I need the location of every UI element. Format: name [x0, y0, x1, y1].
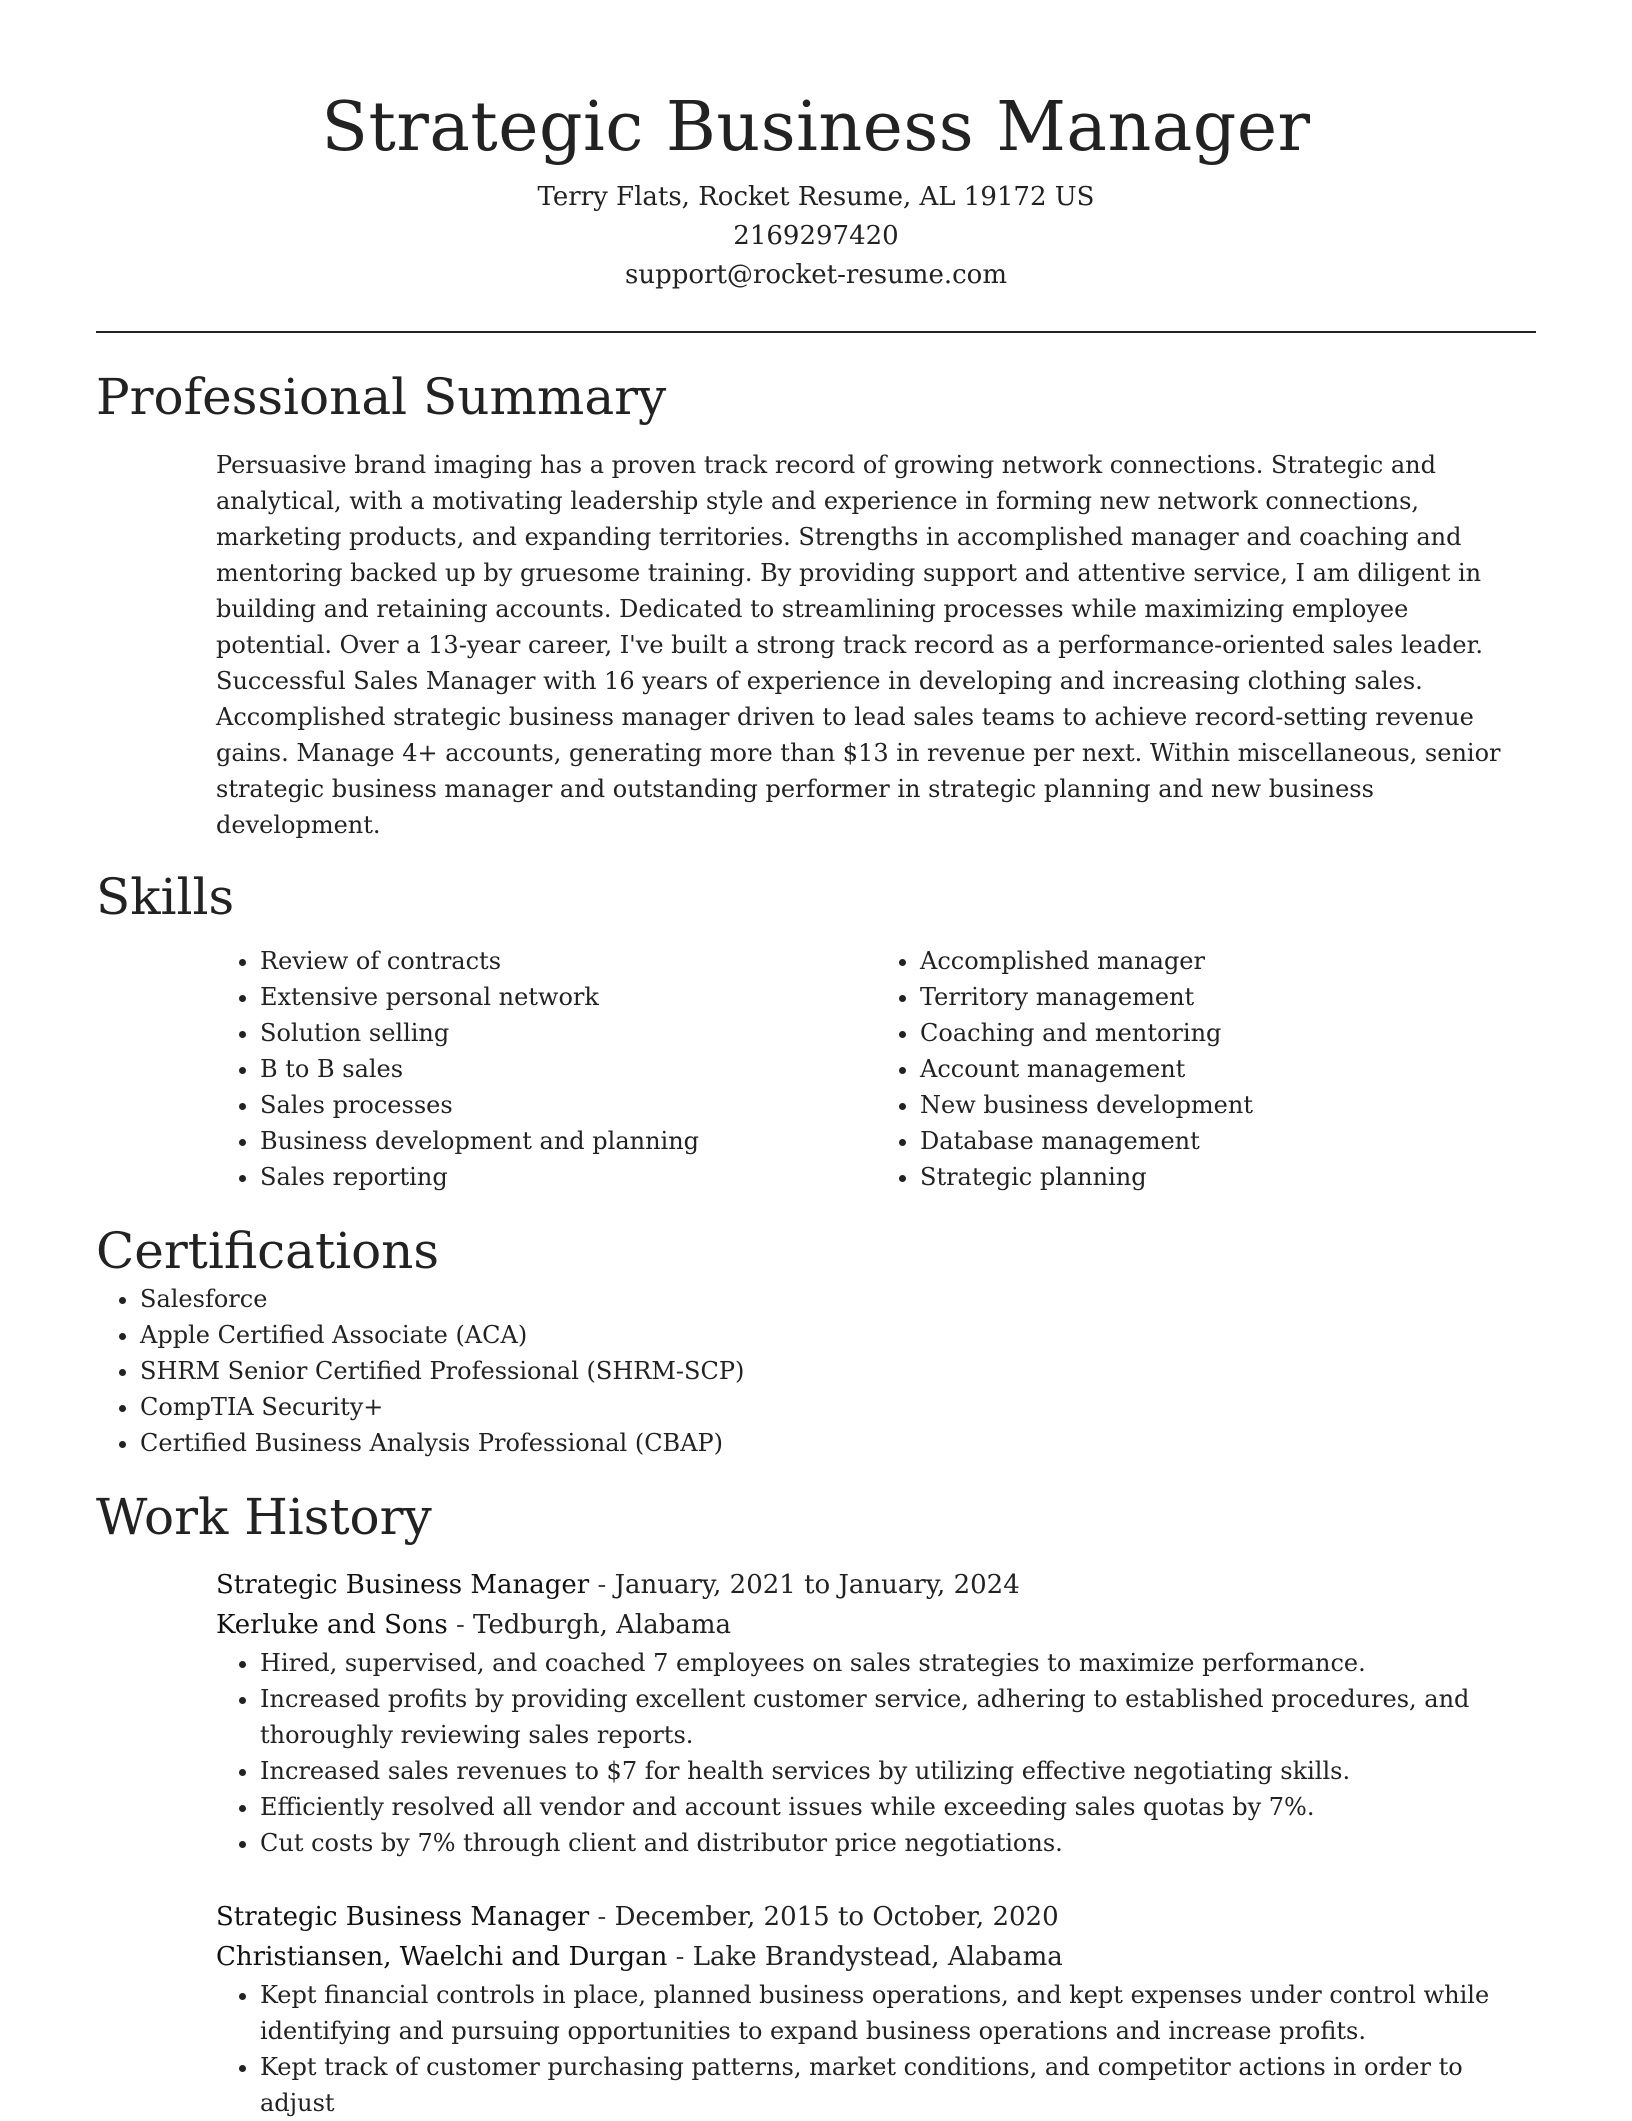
job-location: Tedburgh, Alabama — [473, 1610, 732, 1640]
resume-page — [96, 0, 1536, 2121]
skills-columns — [216, 943, 1536, 1195]
job-dates: January, 2021 to January, 2024 — [614, 1570, 1020, 1600]
phone-line: 2169297420 — [733, 221, 899, 251]
job-company-line — [216, 1937, 1536, 1977]
skill-item: • Accomplished manager — [920, 943, 1536, 979]
contact-block — [96, 178, 1536, 295]
skill-item: • Account management — [920, 1051, 1536, 1087]
skill-item: • Strategic planning — [920, 1159, 1536, 1195]
skill-item: • Solution selling — [260, 1015, 876, 1051]
skill-item: • Sales processes — [260, 1087, 876, 1123]
job-title-line — [216, 1897, 1536, 1937]
work-history-heading: Work History — [96, 1488, 432, 1546]
separator: - — [589, 1570, 615, 1600]
certification-item: • Certified Business Analysis Professional (CBAP) — [140, 1425, 1536, 1461]
job-entry — [216, 1565, 1536, 1861]
certifications-list — [96, 1281, 1536, 1461]
job-bullet: • Kept financial controls in place, planned business operations, and kept expenses under control while identifying and pursuing opportunities to expand business operations and increase profits. — [260, 1977, 1536, 2049]
job-bullets — [216, 1977, 1536, 2121]
certification-item: • Apple Certified Associate (ACA) — [140, 1317, 1536, 1353]
certification-item: • Salesforce — [140, 1281, 1536, 1317]
job-bullet: • Increased profits by providing excellent customer service, adhering to established procedures, and thoroughly reviewing sales reports. — [260, 1681, 1536, 1753]
job-title: Strategic Business Manager — [216, 1902, 590, 1932]
skill-item: • Coaching and mentoring — [920, 1015, 1536, 1051]
skills-list-left — [216, 943, 876, 1195]
skill-item: • Territory management — [920, 979, 1536, 1015]
job-company: Kerluke and Sons — [216, 1610, 448, 1640]
job-bullet: • Hired, supervised, and coached 7 employees on sales strategies to maximize performance. — [260, 1645, 1536, 1681]
skill-item: • New business development — [920, 1087, 1536, 1123]
certifications-heading: Certifications — [96, 1222, 440, 1280]
certification-item: • SHRM Senior Certified Professional (SHRM-SCP) — [140, 1353, 1536, 1389]
skills-list-right — [876, 943, 1536, 1195]
skill-item: • Review of contracts — [260, 943, 876, 979]
certification-item: • CompTIA Security+ — [140, 1389, 1536, 1425]
job-bullet: • Cut costs by 7% through client and distributor price negotiations. — [260, 1825, 1536, 1861]
separator: - — [589, 1902, 615, 1932]
job-company-line — [216, 1605, 1536, 1645]
summary-heading: Professional Summary — [96, 368, 667, 426]
job-title-line — [216, 1565, 1536, 1605]
header-divider — [96, 331, 1536, 333]
job-dates: December, 2015 to October, 2020 — [614, 1902, 1059, 1932]
job-bullet: • Increased sales revenues to $7 for health services by utilizing effective negotiating skills. — [260, 1753, 1536, 1789]
skill-item: • B to B sales — [260, 1051, 876, 1087]
skills-section — [96, 867, 1536, 1195]
skill-item: • Extensive personal network — [260, 979, 876, 1015]
job-bullet: • Efficiently resolved all vendor and account issues while exceeding sales quotas by 7%. — [260, 1789, 1536, 1825]
resume-title: Strategic Business Manager — [321, 88, 1311, 167]
job-company: Christiansen, Waelchi and Durgan — [216, 1942, 668, 1972]
work-history-section — [96, 1487, 1536, 2121]
skill-item: • Business development and planning — [260, 1123, 876, 1159]
separator: - — [667, 1942, 693, 1972]
job-bullet: • Kept track of customer purchasing patterns, market conditions, and competitor actions in order to adjust — [260, 2049, 1536, 2121]
job-location: Lake Brandystead, Alabama — [692, 1942, 1063, 1972]
email-line: support@rocket-resume.com — [624, 260, 1007, 290]
job-bullets — [216, 1645, 1536, 1861]
skill-item: • Database management — [920, 1123, 1536, 1159]
certifications-section — [96, 1221, 1536, 1461]
separator: - — [447, 1610, 474, 1640]
skill-item: • Sales reporting — [260, 1159, 876, 1195]
job-title: Strategic Business Manager — [216, 1570, 590, 1600]
skills-heading: Skills — [96, 868, 235, 926]
summary-section — [96, 367, 1536, 843]
job-entry — [216, 1897, 1536, 2121]
address-line: Terry Flats, Rocket Resume, AL 19172 US — [537, 182, 1095, 212]
summary-text: Persuasive brand imaging has a proven track record of growing network connections. Strategic and analytical, with a motivating leadership style and experience in forming new network connections, marketing products, and expanding territories. Strengths in accomplished manager and coaching and mentoring backed up by gruesome training. By providing support and attentive service, I am diligent in building and retaining accounts. Dedicated to streamlining processes while maximizing employee potential. Over a 13-year career, I've built a strong track record as a performance-oriented sales leader. Successful Sales Manager with 16 years of experience in developing and increasing clothing sales. Accomplished strategic business manager driven to lead sales teams to achieve record-setting revenue gains. Manage 4+ accounts, generating more than $13 in revenue per next. Within miscellaneous, senior strategic business manager and outstanding performer in strategic planning and new business development. — [216, 451, 1501, 839]
